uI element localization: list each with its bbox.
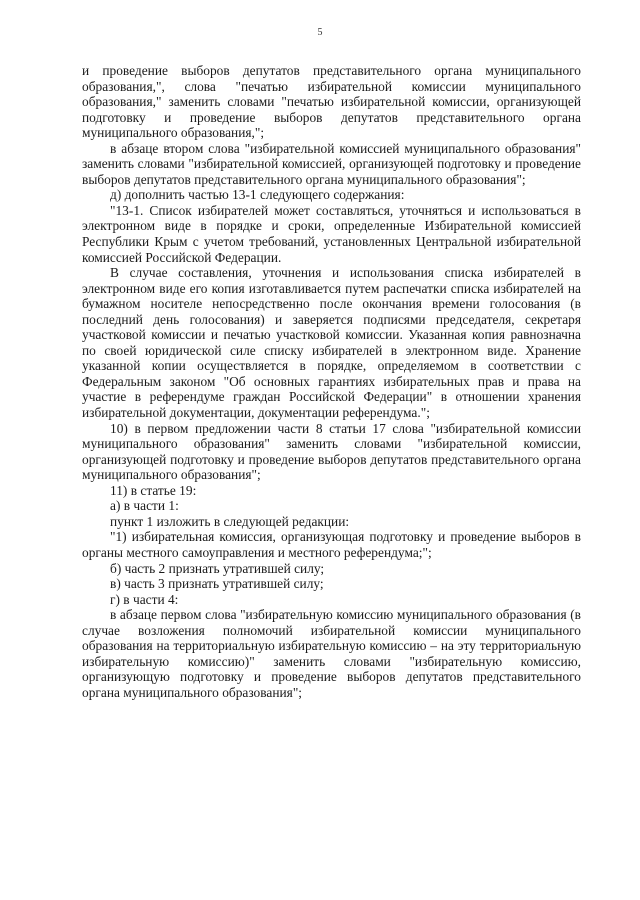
paragraph: а) в части 1: (110, 498, 179, 514)
page-number: 5 (317, 27, 323, 38)
paragraph: г) в части 4: (110, 591, 179, 607)
paragraph: в абзаце втором слова "избирательной комиссией муниципального образования" заменить словами "избирательной комиссией, организующей подготовку и проведение выборов депутатов представительного органа муниципального образования"; (82, 140, 581, 187)
document-body (82, 63, 581, 700)
paragraph: 11) в статье 19: (110, 482, 197, 498)
paragraph: д) дополнить частью 13-1 следующего содержания: (110, 187, 405, 203)
paragraph: "1) избирательная комиссия, организующая подготовку и проведение выборов в органы местного самоуправления и местного референдума;"; (82, 529, 581, 560)
paragraph: В случае составления, уточнения и использования списка избирателей в электронном виде его копия изготавливается путем распечатки списка избирателей на бумажном носителе непосредственно после окончания времени голосования (в последний день голосования) и заверяется подписями председателя, секретаря участковой комиссии и печатью участковой комиссии. Указанная копия равнозначна по своей юридической силе списку избирателей в электронном виде. Хранение указанной копии осуществляется в порядке, определяемом в соответствии с Федеральным законом "Об основных гарантиях избирательных прав и права на участие в референдуме граждан Российской Федерации" в отношении хранения избирательной документации, документации референдума."; (82, 265, 581, 421)
paragraph: в) часть 3 признать утратившей силу; (110, 576, 324, 592)
paragraph: б) часть 2 признать утратившей силу; (110, 560, 325, 576)
paragraph: 10) в первом предложении части 8 статьи 17 слова "избирательной комиссии муниципального образования" заменить словами "избирательной комиссии, организующей подготовку и проведение выборов депутатов представительного органа муниципального образования"; (82, 420, 581, 483)
paragraph: "13-1. Список избирателей может составляться, уточняться и использоваться в электронном виде в порядке и сроки, определенные Избирательной комиссией Республики Крым с учетом требований, установленных Центральной избирательной комиссией Российской Федерации. (82, 202, 581, 265)
paragraph: в абзаце первом слова "избирательную комиссию муниципального образования (в случае возложения полномочий избирательной комиссии муниципального образования на территориальную избирательную комиссию – на эту территориальную избирательную комиссию)" заменить словами "избирательную комиссию, организующую подготовку и проведение выборов депутатов представительного органа муниципального образования"; (82, 607, 581, 700)
paragraph: и проведение выборов депутатов представительного органа муниципального образования,", слова "печатью избирательной комиссии муниципального образования," заменить словами "печатью избирательной комиссии, организующей подготовку и проведение выборов депутатов представительного органа муниципального образования,"; (82, 63, 581, 141)
paragraph: пункт 1 изложить в следующей редакции: (110, 513, 350, 529)
